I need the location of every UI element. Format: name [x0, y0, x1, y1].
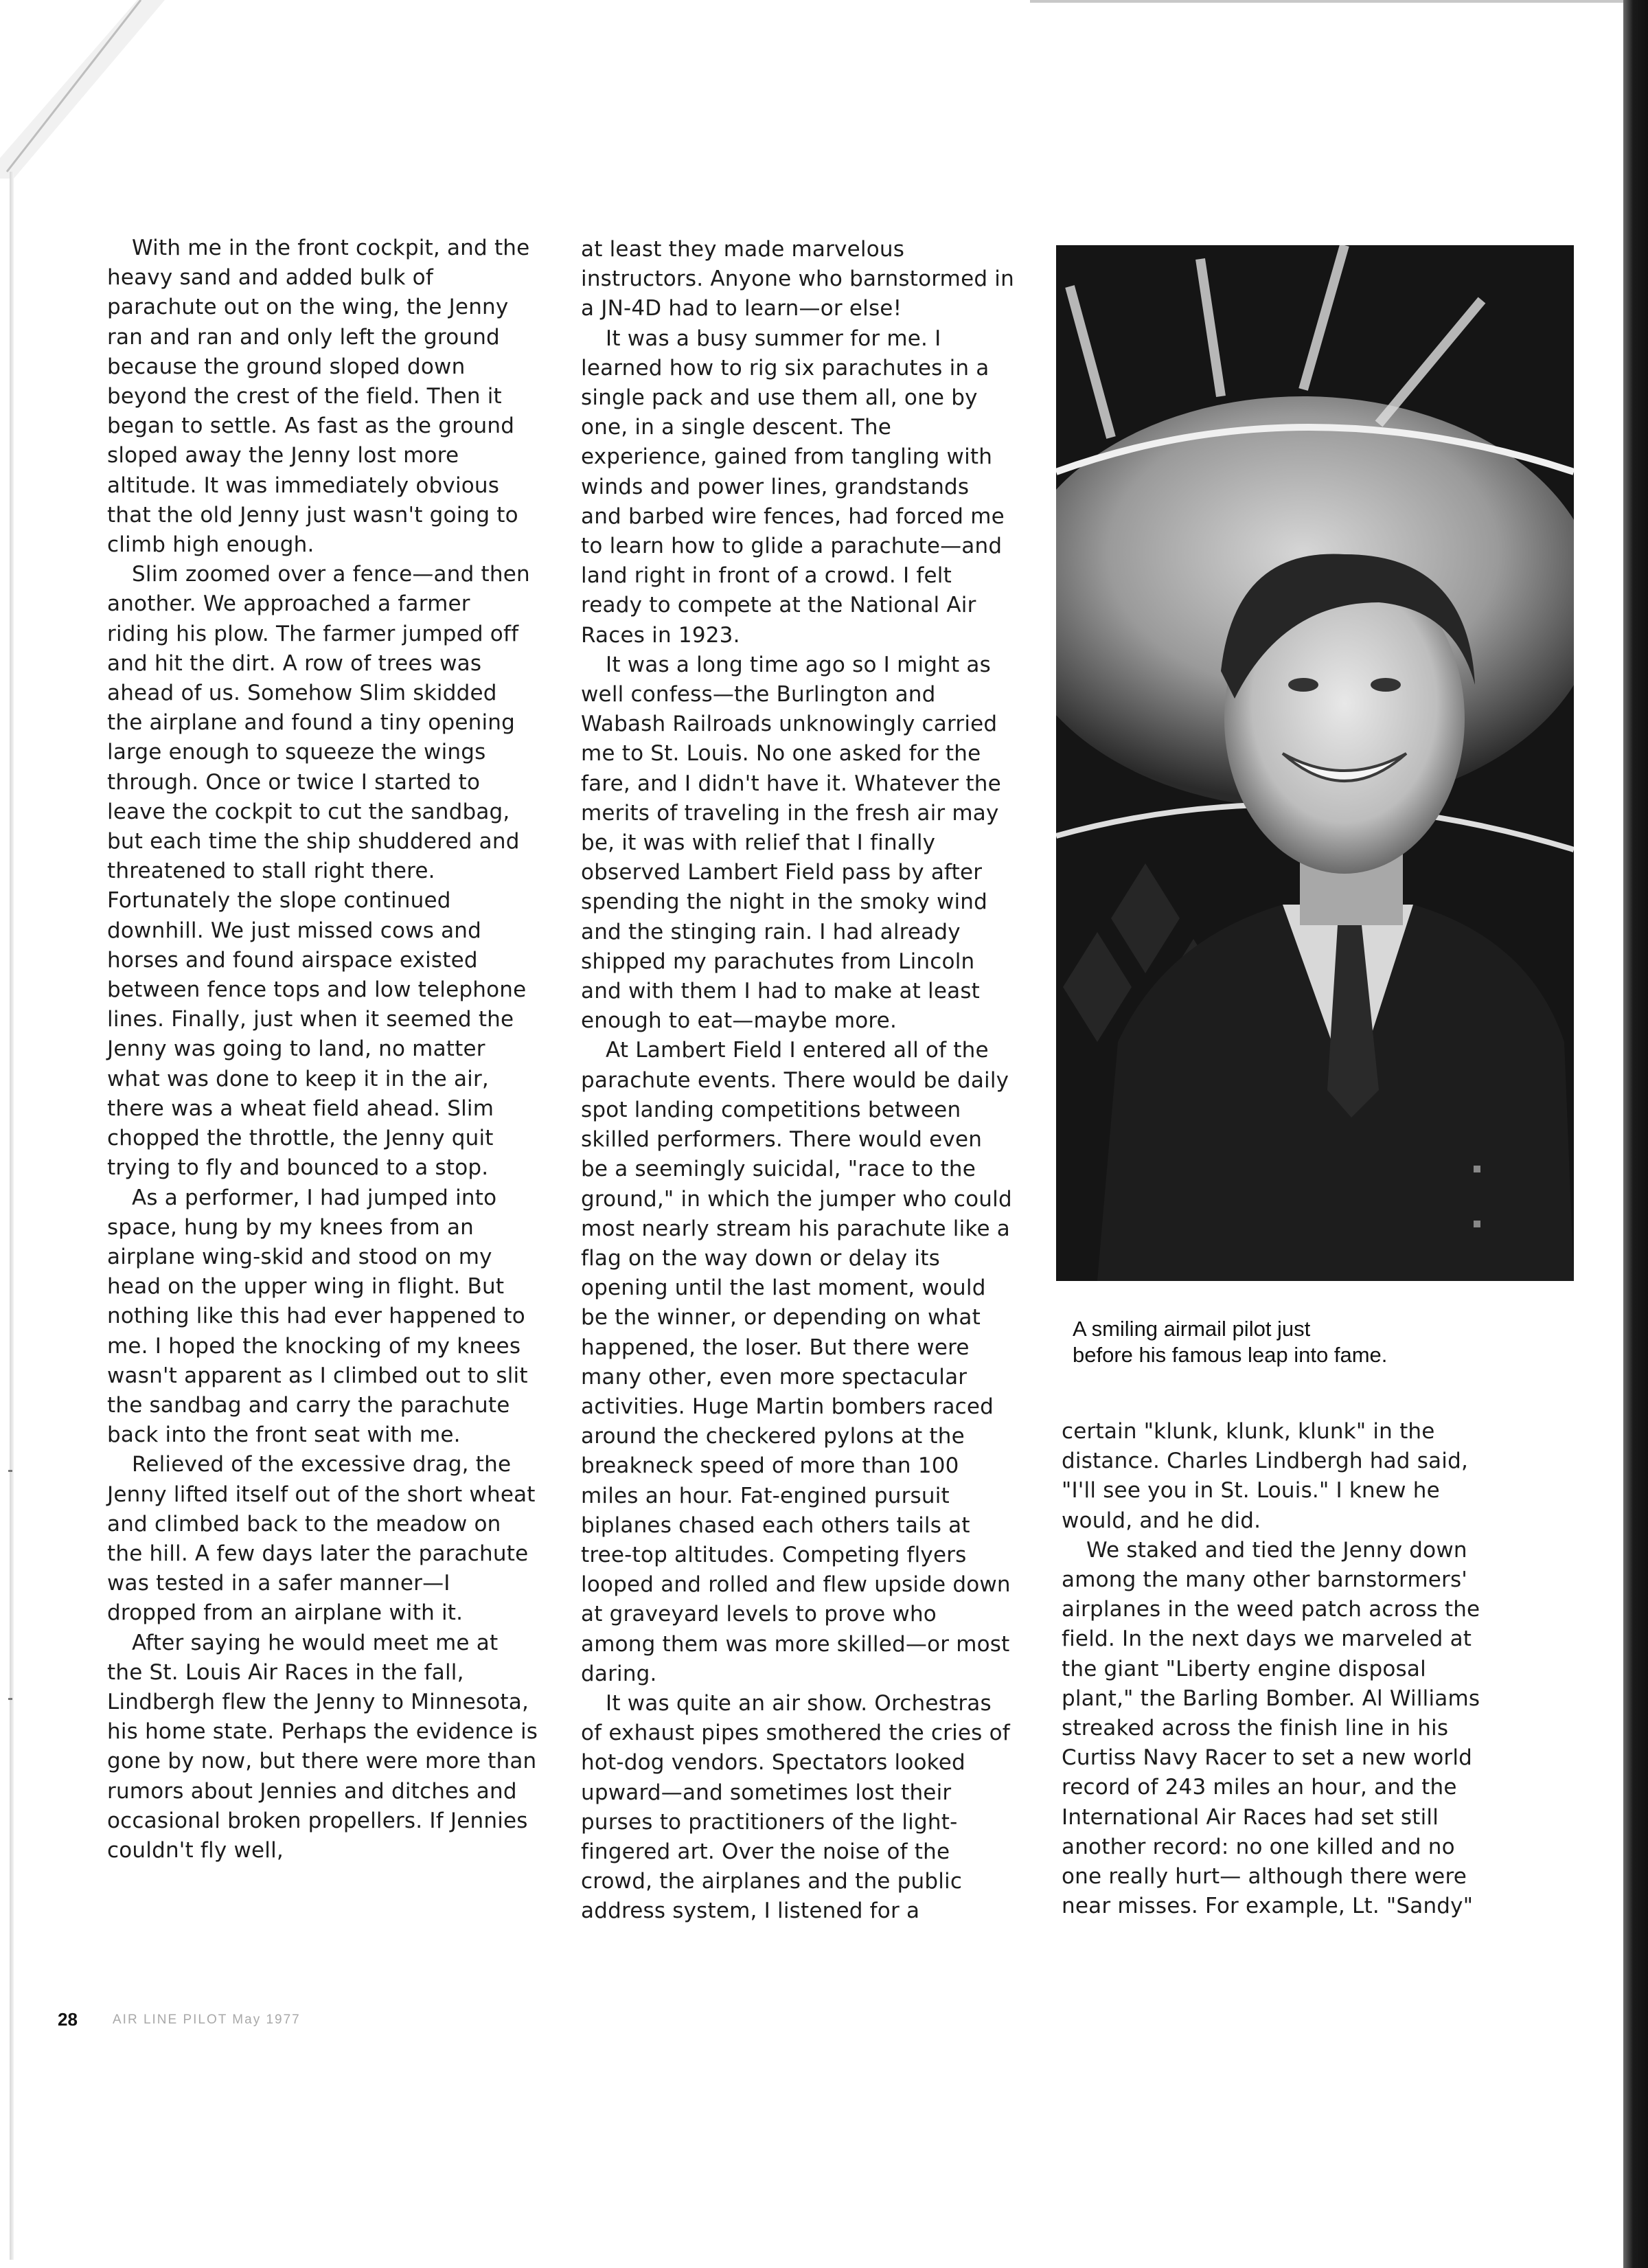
paragraph: Relieved of the excessive drag, the Jenny lifted itself out of the short wheat and climbed back to the meadow on the hill. A few days later the parachute was tested in a safer manner—I dropped from an airplane with it.: [107, 1452, 536, 1626]
article-column-1: [107, 234, 538, 1866]
article-column-2: [581, 235, 1015, 1927]
paragraph: At Lambert Field I entered all of the parachute events. There would be daily spot landing competitions between skilled performers. There would even be a seemingly suicidal, "race to the ground," in which the jumper who could most nearly stream his parachute like a flag on the way down or delay its opening until the last moment, would be the winner, or depending on what happened, the loser. But there were many other, even more spectacular activities. Huge Martin bombers raced around the checkered pylons at the breakneck speed of more than 100 miles an hour. Fat-engined pursuit biplanes chased each others tails at tree-top altitudes. Competing flyers looped and rolled and flew upside down at graveyard levels to prove who among them was more skilled—or most daring.: [581, 1038, 1012, 1686]
lindbergh-photo: [1056, 245, 1574, 1281]
margin-mark: [8, 1470, 12, 1472]
caption-line: A smiling airmail pilot just: [1073, 1317, 1311, 1341]
running-footer: AIR LINE PILOT May 1977: [113, 2012, 301, 2027]
article-column-3: [1062, 1417, 1501, 1921]
paragraph: It was a long time ago so I might as well confess—the Burlington and Wabash Railroads unknowingly carried me to St. Louis. No one asked for the fare, and I didn't have it. Whatever the merits of traveling in the fresh air may be, it was with relief that I finally observed Lambert Field pass by after spending the night in the smoky wind and the stinging rain. I had already shipped my parachutes from Lincoln and with them I had to make at least enough to eat—maybe more.: [581, 652, 1001, 1034]
page-corner-fold: [0, 0, 165, 179]
paragraph: As a performer, I had jumped into space, hung by my knees from an airplane wing-skid and stood on my head on the upper wing in flight. But nothing like this had ever happened to me. I hoped the knocking of my knees wasn't apparent as I climbed out to slit the sandbag and carry the parachute back into the front seat with me.: [107, 1185, 528, 1448]
paragraph-continued: at least they made marvelous instructors. Anyone who barnstormed in a JN-4D had to learn—or else!: [581, 237, 1014, 321]
paragraph: It was a busy summer for me. I learned how to rig six parachutes in a single pack and use them all, one by one, in a single descent. The experience, gained from tangling with winds and power lines, grandstands and barbed wire fences, had forced me to learn how to glide a parachute—and land right in front of a crowd. I felt ready to compete at the National Air Races in 1923.: [581, 326, 1005, 648]
paragraph-continued: certain "klunk, klunk, klunk" in the distance. Charles Lindbergh had said, "I'll see you in St. Louis." I knew he would, and he did.: [1062, 1419, 1468, 1533]
page-number: 28: [58, 2009, 78, 2030]
paragraph: We staked and tied the Jenny down among the many other barnstormers' airplanes in the weed patch across the field. In the next days we marveled at the giant "Liberty engine disposal plant," the Barling Bomber. Al Williams streaked across the finish line in his Curtiss Navy Racer to set a new world record of 243 miles an hour, and the International Air Races had set still another record: no one killed and no one really hurt— although there were near misses. For example, Lt. "Sandy": [1062, 1537, 1480, 1919]
paragraph: Slim zoomed over a fence—and then another. We approached a farmer riding his plow. The farmer jumped off and hit the dirt. A row of trees was ahead of us. Somehow Slim skidded the airplane and found a tiny opening large enough to squeeze the wings through. Once or twice I started to leave the cockpit to cut the sandbag, but each time the ship shuddered and threatened to stall right there. Fortunately the slope continued downhill. We just missed cows and horses and found airspace existed between fence tops and low telephone lines. Finally, just when it seemed the Jenny was going to land, no matter what was done to keep it in the air, there was a wheat field ahead. Slim chopped the throttle, the Jenny quit trying to fly and bounced to a stop.: [107, 562, 530, 1181]
margin-mark: [8, 1698, 12, 1700]
photo-caption: [1073, 1316, 1498, 1368]
caption-line: before his famous leap into fame.: [1073, 1343, 1388, 1367]
top-edge-line: [1030, 0, 1648, 3]
paragraph: After saying he would meet me at the St. Louis Air Races in the fall, Lindbergh flew the Jenny to Minnesota, his home state. Perhaps the evidence is gone by now, but there were more than rumors about Jennies and ditches and occasional broken propellers. If Jennies couldn't fly well,: [107, 1630, 538, 1863]
paragraph: It was quite an air show. Orchestras of exhaust pipes smothered the cries of hot-dog vendors. Spectators looked upward—and sometimes lost their purses to practitioners of the light-fingered art. Over the noise of the crowd, the airplanes and the public address system, I listened for a: [581, 1690, 1010, 1924]
page-right-edge: [1623, 0, 1648, 2268]
paragraph: With me in the front cockpit, and the heavy sand and added bulk of parachute out on the wing, the Jenny ran and ran and only left the ground because the ground sloped down beyond the crest of the field. Then it began to settle. As fast as the ground sloped away the Jenny lost more altitude. It was immediately obvious that the old Jenny just wasn't going to climb high enough.: [107, 236, 530, 558]
page-left-edge: [10, 172, 14, 2260]
